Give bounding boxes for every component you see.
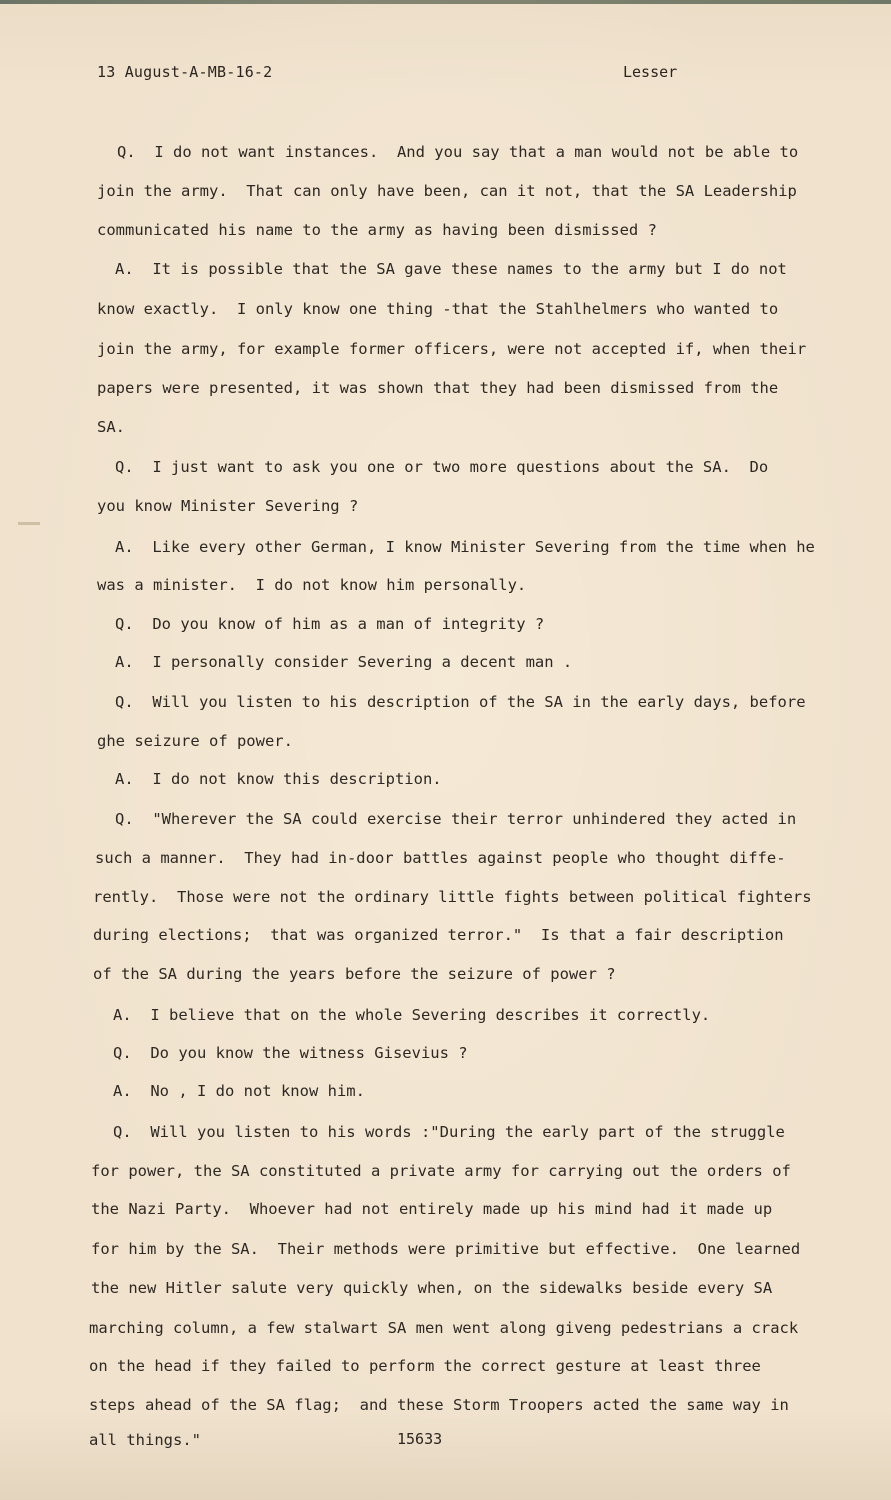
text-line: ghe seizure of power. xyxy=(97,732,293,750)
text-line: Q. "Wherever the SA could exercise their terror unhindered they acted in xyxy=(115,810,797,828)
text-line: for him by the SA. Their methods were primitive but effective. One learned xyxy=(91,1240,801,1258)
page-top-edge xyxy=(0,0,891,4)
text-line: you know Minister Severing ? xyxy=(97,497,359,515)
text-line: A. I do not know this description. xyxy=(115,770,442,788)
text-line: Q. I just want to ask you one or two more questions about the SA. Do xyxy=(115,458,769,476)
text-line: marching column, a few stalwart SA men went along giveng pedestrians a crack xyxy=(89,1319,799,1337)
text-line: A. I personally consider Severing a decent man . xyxy=(115,653,573,671)
text-line: Q. Will you listen to his words :"During the early part of the struggle xyxy=(113,1123,785,1141)
text-line: on the head if they failed to perform the correct gesture at least three xyxy=(89,1357,761,1375)
text-line: such a manner. They had in-door battles against people who thought diffe- xyxy=(95,849,786,867)
text-line: Q. I do not want instances. And you say that a man would not be able to xyxy=(117,143,799,161)
text-line: was a minister. I do not know him personally. xyxy=(97,576,527,594)
text-line: papers were presented, it was shown that they had been dismissed from the xyxy=(97,379,779,397)
margin-mark xyxy=(18,522,40,525)
text-line: A. Like every other German, I know Minister Severing from the time when he xyxy=(115,538,815,556)
text-line: A. No , I do not know him. xyxy=(113,1082,365,1100)
text-line: the new Hitler salute very quickly when, on the sidewalks beside every SA xyxy=(91,1279,773,1297)
text-line: A. It is possible that the SA gave these names to the army but I do not xyxy=(115,260,787,278)
text-line: Q. Do you know of him as a man of integrity ? xyxy=(115,615,545,633)
witness-name: Lesser xyxy=(623,63,678,81)
text-line: the Nazi Party. Whoever had not entirely made up his mind had it made up xyxy=(91,1200,773,1218)
document-reference: 13 August-A-MB-16-2 xyxy=(97,63,273,81)
text-line: A. I believe that on the whole Severing describes it correctly. xyxy=(113,1006,711,1024)
text-line: during elections; that was organized terror." Is that a fair description xyxy=(93,926,784,944)
text-line: know exactly. I only know one thing -that the Stahlhelmers who wanted to xyxy=(97,300,779,318)
text-line: join the army. That can only have been, can it not, that the SA Leadership xyxy=(97,182,797,200)
page-number: 15633 xyxy=(397,1430,443,1448)
text-line: Q. Do you know the witness Gisevius ? xyxy=(113,1044,468,1062)
text-line: for power, the SA constituted a private army for carrying out the orders of xyxy=(91,1162,791,1180)
text-line: all things." xyxy=(89,1431,201,1449)
text-line: SA. xyxy=(97,418,125,436)
text-line: rently. Those were not the ordinary little fights between political fighters xyxy=(93,888,812,906)
text-line: of the SA during the years before the seizure of power ? xyxy=(93,965,616,983)
text-line: Q. Will you listen to his description of the SA in the early days, before xyxy=(115,693,806,711)
text-line: join the army, for example former officers, were not accepted if, when their xyxy=(97,340,807,358)
text-line: communicated his name to the army as having been dismissed ? xyxy=(97,221,657,239)
text-line: steps ahead of the SA flag; and these Storm Troopers acted the same way in xyxy=(89,1396,789,1414)
